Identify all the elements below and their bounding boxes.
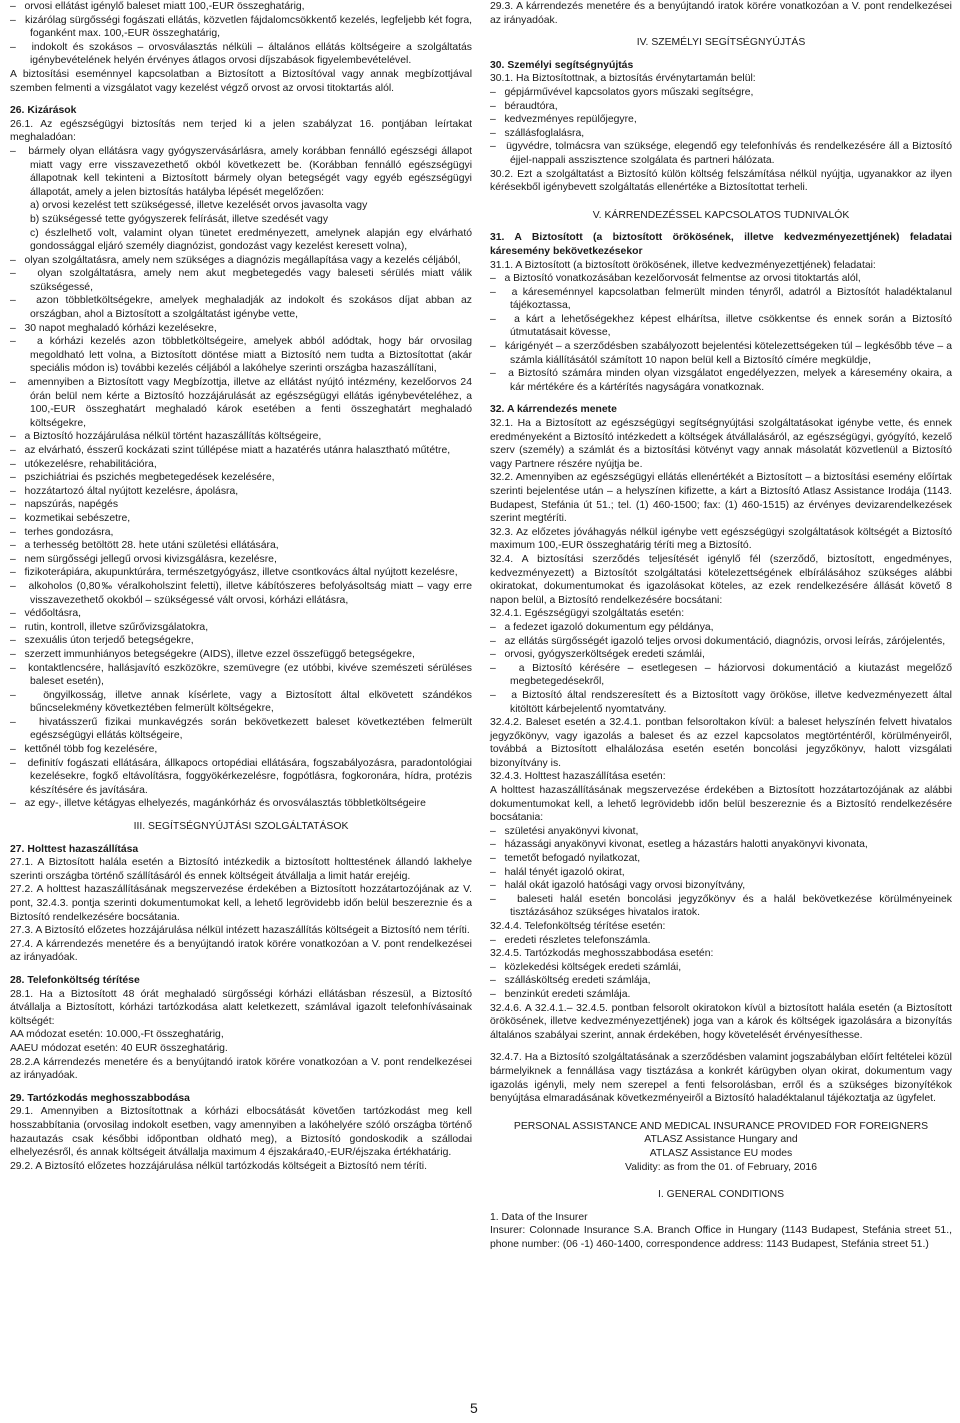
list-item: – a Biztosító által rendszeresített és a Biztosított vagy örököse, illetve kedvezményezett által kitöltött kárbejelentő nyomtatvány.	[490, 689, 952, 715]
list-item: – kontaktlencsére, hallásjavító eszközökre, szemüvegre (ez utóbbi, kivéve szemészeti sérüléses baleset esetén),	[10, 662, 472, 688]
paragraph: AA módozat esetén: 10.000,-Ft összeghatárig,	[10, 1029, 224, 1041]
paragraph: 27.3. A Biztosító előzetes hozzájárulása nélkül intézett hazaszállítás költségeit a Biztosító nem téríti.	[10, 925, 470, 937]
list-item: – közlekedési költségek eredeti számlái,	[490, 961, 682, 973]
list-item: – amennyiben a Biztosított vagy Megbízottja, illetve az ellátást nyújtó intézmény, kezelőorvos 24 órán belül nem kérte a Biztosító hozzájárulását az egészségügyi ellátás igénybevételéhez, a 100,-EUR összeghatárt meghaladó károk esetében a fenti összeghatárt meghaladó költségekre,	[10, 377, 472, 429]
list-item: – ügyvédre, tolmácsra van szüksége, elegendő egy telefonhívás és rendelkezésére áll a Biztosító éjjel-nappali asszisztence szolgálata és partneri hálózata.	[490, 141, 952, 166]
list-item: – napszúrás, napégés	[10, 499, 119, 511]
list-item: – szállásköltség eredeti számlája,	[490, 975, 651, 987]
paragraph: Insurer: Colonnade Insurance S.A. Branch Office in Hungary (1143 Budapest, Stefánia street 51., phone number: (06 -1) 460-1400, correspondence address: 1143 Budapest, Stefánia street 51.)	[490, 1225, 952, 1250]
list-item: – béraudtóra,	[490, 100, 558, 112]
paragraph: AAEU módozat esetén: 40 EUR összeghatárig.	[10, 1042, 228, 1054]
paragraph: 32.4. A biztosítási szerződés teljesítését igénylő fél (szerződő, biztosított, engedményes, kedvezményezett) a Biztosítót szolgáltatási kötelezettségének elbírálásához szükséges alábbi okiratokat, dokumentumokat és igazolásokat köteles, az ezek rendelkezésére állását követő 8 napon belül, a Biztosító rendelkezésére bocsátani:	[490, 553, 952, 606]
list-item: – születési anyakönyvi kivonat,	[490, 825, 639, 837]
english-subtitle: ATLASZ Assistance Hungary and	[644, 1134, 798, 1146]
english-subtitle: ATLASZ Assistance EU modes	[649, 1147, 793, 1159]
list-item: – orvosi, gyógyszerköltségek eredeti számlái,	[490, 649, 705, 661]
list-item: – nem sürgősségi jellegű orvosi kivizsgálásra, kezelésre,	[10, 553, 277, 565]
list-item: – olyan szolgáltatásra, amely nem szükséges a diagnózis megállapítása vagy a kezelés céljából,	[10, 254, 461, 266]
paragraph: 30.2. Ezt a szolgáltatást a Biztosító külön költség felszámítása nélkül nyújtja, ugyanakkor az ilyen kérésekből igénybevett szolgáltatás ellenértéke a Biztosítottat terheli.	[490, 168, 952, 194]
paragraph: 32.4.2. Baleset esetén a 32.4.1. pontban felsoroltakon kívül: a baleset helyszínén felvett hivatalos jegyzőkönyv, vagy igazolás a baleset és az ezzel kapcsolatos megtörténtéről, körülményeiről, továbbá a Biztosított elhalálozása esetén esetén boncolási jegyzőkönyv, halott vizsgálati bizonyítvány is.	[490, 717, 952, 769]
paragraph: 32.4.7. Ha a Biztosító szolgáltatásának a szerződésben valamint jogszabályban előírt feltételei közül bármelyiknek a fennállása vagy tisztázása a konkrét kárügyben olyan okirat, dokumentum vagy igazolás igényli, mely nem szerepel a fenti felsorolásban, erről és a szükséges bizonyítékok benyújtása elmaradásának következményeiről a Biztosító haladéktalanul tájékoztatja az ügyfelet.	[490, 1052, 952, 1105]
list-item: – kettőnél több fog kezelésére,	[10, 744, 158, 756]
section-heading: 1. Data of the Insurer	[490, 1211, 588, 1223]
list-item: – olyan szolgáltatásra, amely nem akut megbetegedés vagy baleseti sérülés miatt válik szükségessé,	[10, 268, 472, 293]
paragraph: 27.4. A kárrendezés menetére és a benyújtandó iratok körére vonatkozóan a V. pont rendelkezései az irányadóak.	[10, 938, 472, 964]
list-item: – kizárólag sürgősségi fogászati ellátás, közvetlen fájdalomcsökkentő kezelés, legfeljebb két fogra, foganként max. 100,-EUR összeghatárig,	[10, 14, 472, 40]
list-item: – hozzátartozó által nyújtott kezelésre, ápolásra,	[10, 485, 239, 497]
list-item: – eredeti részletes telefonszámla.	[490, 934, 651, 946]
list-item: – a Biztosító számára minden olyan vizsgálatot engedélyezzen, melyek a káresemény okaira, a kár mértékére és a kártérítés nagyságára vonatkoznak.	[490, 368, 952, 393]
left-column	[10, 0, 472, 1173]
paragraph: 29.3. A kárrendezés menetére és a benyújtandó iratok körére vonatkozóan a V. pont rendelkezései az irányadóak.	[490, 1, 952, 26]
list-item: – kozmetikai sebészetre,	[10, 512, 131, 524]
paragraph: 32.2. Amennyiben az egészségügyi ellátás ellenértékét a Biztosított – a biztosítási esemény előírtak szerinti bejelentése után – a helyszínen kifizette, a kárt a Biztosító Atlasz Assistance Irodája (1143. Budapest, Stefánia út 51.; tel. (1) 460-1500; fax: (1) 460-1515) az érvényes devizarendelkezések szerint megtéríti.	[490, 472, 952, 525]
list-item: – orvosi ellátást igénylő baleset miatt 100,-EUR összeghatárig,	[10, 1, 305, 12]
list-item: – baleseti halál esetén boncolási jegyzőkönyv és a halál bekövetkezése körülményeinek tisztázásához szükséges hivatalos iratok.	[490, 893, 952, 919]
paragraph: 32.4.4. Telefonköltség térítése esetén:	[490, 921, 666, 932]
list-item: – szállásfoglalásra,	[490, 127, 585, 139]
paragraph: 32.4.5. Tartózkodás meghosszabbodása esetén:	[490, 948, 714, 960]
right-column	[490, 0, 952, 1251]
list-item: – házassági anyakönyvi kivonat, esetleg a házastárs halotti anyakönyvi kivonata,	[490, 839, 868, 851]
list-item: – védőoltásra,	[10, 608, 82, 620]
list-subitem: c) észlelhető volt, valamint olyan tünetet eredményezett, amelynek alapján egy elvárható gondossággal eljáró személy diagnózist, gondozást vagy kezelést keresett volna),	[30, 227, 472, 253]
section-heading: 27. Holttest hazaszállítása	[10, 843, 139, 855]
paragraph: 26.1. Az egészségügyi biztosítás nem terjed ki a jelen szabályzat 16. pontjában leírtakat meghaladóan:	[10, 118, 472, 144]
list-item: – az elvárható, ésszerű kockázati szint túllépése miatt a hazatérés utánra halasztható műtétre,	[10, 445, 451, 456]
list-item: – a Biztosító kérésére – esetlegesen – háziorvosi dokumentáció a kiutazást megelőző megbetegedésekről,	[490, 662, 952, 688]
list-item: – bármely olyan ellátásra vagy gyógyszervásárlásra, amely korábban fennálló egészségi állapot miatt vagy erre visszavezethető okból következett be. (Korábban fennálló egészségügyi állapotnak kell tekinteni a Biztosított bármely olyan betegségét vagy egyéb egészségügyi állapotát, amely a jelen biztosítás hatályba lépését megelőzően:	[10, 145, 472, 198]
paragraph: 30.1. Ha Biztosítottnak, a biztosítás érvénytartamán belül:	[490, 73, 756, 85]
paragraph: 32.3. Az előzetes jóváhagyás nélkül igénybe vett egészségügyi szolgáltatások költségét a Biztosító maximum 100,-EUR összeghatárig téríti meg a Biztosító.	[490, 526, 952, 552]
page-number: 5	[470, 1400, 478, 1416]
paragraph: 28.2.A kárrendezés menetére és a benyújtandó iratok körére vonatkozóan a V. pont rendelkezései az irányadóak.	[10, 1056, 472, 1082]
list-item: – a kárt a lehetőségekhez képest elhárítsa, illetve csökkentse és ennek során a Biztosító útmutatásait kövesse,	[490, 313, 952, 339]
paragraph: A biztosítási eseménnyel kapcsolatban a Biztosított a Biztosítóval vagy annak megbízottjával szemben felmenti a vizsgálatot vagy kezelést végző orvost az orvosi titoktartás alól.	[10, 68, 472, 94]
section-heading: 26. Kizárások	[10, 105, 77, 117]
list-item: – rutin, kontroll, illetve szűrővizsgálatokra,	[10, 621, 209, 633]
list-item: – gépjárművével kapcsolatos gyors műszaki segítségre,	[490, 86, 754, 98]
section-heading: 32. A kárrendezés menete	[490, 404, 617, 416]
list-item: – a Biztosító vonatkozásában kezelőorvosát felmentse az orvosi titoktartás alól,	[490, 273, 861, 285]
list-item: – a fedezet igazoló dokumentum egy példánya,	[490, 621, 714, 633]
list-item: – öngyilkosság, illetve annak kísérlete, vagy a Biztosított által elkövetett szándékos bűncselekmény következtében felmerült költségekre,	[10, 689, 472, 715]
list-item: – a Biztosító hozzájárulása nélkül történt hazaszállítás költségeire,	[10, 431, 322, 443]
list-item: – halál tényét igazoló okirat,	[490, 866, 625, 878]
section-title: III. SEGÍTSÉGNYÚJTÁSI SZOLGÁLTATÁSOK	[133, 821, 349, 833]
list-item: – alkoholos (0,80‰ véralkoholszint feletti), illetve kábítószeres befolyásoltság miatt – vagy erre visszavezethető okokból – szükségessé vált orvosi, kórházi ellátásra,	[10, 580, 472, 606]
list-item: – az egy-, illetve kétágyas elhelyezés, magánkórház és orvosválasztás többletköltségeire	[10, 798, 426, 810]
list-subitem: b) szükségessé tette gyógyszerek felírását, illetve szedését vagy	[30, 213, 329, 225]
list-item: – azon többletköltségekre, amelyek meghaladják az indokolt és szokásos díjat abban az országban, ahol a Biztosított a szolgáltatást igénybe vette,	[10, 295, 472, 321]
validity-line: Validity: as from the 01. of February, 2016	[625, 1161, 817, 1173]
list-item: – szerzett immunhiányos betegségekre (AIDS), illetve ezzel összefüggő betegségekre,	[10, 648, 415, 660]
paragraph: 32.1. Ha a Biztosított az egészségügyi segítségnyújtási szolgáltatásokat igénybe vette, és ennek eredményeként a Biztosító intézkedett a költségek átvállalásáról, az egészségügyi, gyógyító, kezelő szerv (személy) a számlát és a biztosítási kötvényt vagy annak másolatát közvetlenül a Biztosító vagy Partnere részére nyújtja be.	[490, 418, 952, 470]
list-item: – 30 napot meghaladó kórházi kezelésekre,	[10, 322, 217, 334]
list-item: – kedvezményes repülőjegyre,	[490, 114, 637, 126]
list-item: – az ellátás sürgősségét igazoló teljes orvosi dokumentáció, diagnózis, orvosi leírás, zárójelentés,	[490, 635, 946, 647]
paragraph: 27.1. A Biztosított halála esetén a Biztosító intézkedik a biztosított holttestének állandó lakhelye szerinti országba történő szállításáról és ennek költségeit átvállalja a limit határ erejéig.	[10, 857, 472, 882]
list-item: – halál okát igazoló hatósági vagy orvosi bizonyítvány,	[490, 880, 746, 892]
paragraph: 32.4.3. Holttest hazaszállítása esetén:	[490, 771, 666, 783]
section-heading: 30. Személyi segítségnyújtás	[490, 59, 634, 71]
list-item: – kárigényét – a szerződésben szabályozott bejelentési kötelezettségeken túl – legkésőbb téve – a számla kiállításától számított 10 napon belül kell a Biztosító címére megküldje,	[490, 341, 952, 366]
section-heading: 28. Telefonköltség térítése	[10, 974, 140, 986]
section-heading: 29. Tartózkodás meghosszabbodása	[10, 1092, 190, 1104]
paragraph: 27.2. A holttest hazaszállításának megszervezése érdekében a Biztosított hozzátartozójának az V. pont, 32.4.3. pontja szerinti dokumentumokat kell, a lehető legrövidebb időn belül beszereznie és a Biztosító rendelkezésére bocsátania.	[10, 884, 472, 923]
paragraph: 31.1. A Biztosított (a biztosított örökösének, illetve kedvezményezettjének) feladatai:	[490, 259, 876, 271]
section-title: I. GENERAL CONDITIONS	[657, 1189, 785, 1201]
list-item: – pszichiátriai és pszichés megbetegedések kezelésére,	[10, 472, 275, 484]
list-item: – a káreseménnyel kapcsolatban felmerült minden tényről, adatról a Biztosítót haladéktalanul tájékoztassa,	[490, 286, 952, 312]
list-item: – indokolt és szokásos – orvosválasztás nélküli – általános ellátás költségeire a szolgáltatás igénybevételének helyén érvényes átlagos orvosi díjszabások figyelembevételével.	[10, 41, 472, 67]
paragraph: 29.1. Amennyiben a Biztosítottnak a kórházi elbocsátását követően tartózkodást meg kell hosszabbítania (orvosilag indokolt esetben, vagy amennyiben a lakóhelyére szóló országba történő hazautazás csak későbbi időpontban oldható meg), a Biztosító gondoskodik a szállodai elhelyezésről, és annak költségeit átvállalja maximum 4 éjszakára40,-EUR/éjszaka értékhatárig.	[10, 1106, 472, 1159]
paragraph: A holttest hazaszállításának megszervezése érdekében a Biztosított hozzátartozójának az alábbi dokumentumokat kell, a lehető legrövidebb időn belül beszereznie és a Biztosító rendelkezésére bocsátania:	[490, 785, 952, 824]
list-item: – a kórházi kezelés azon többletköltségeire, amelyek abból adódtak, hogy bár orvosilag megoldható lett volna, a Biztosított döntése miatt a Biztosító nem tudta a Biztosítottat (akár speciális módon is) további kezelés céljából a lakóhelye szerinti országba hazaszállítani,	[10, 336, 472, 375]
english-title: PERSONAL ASSISTANCE AND MEDICAL INSURANCE PROVIDED FOR FOREIGNERS	[513, 1120, 929, 1132]
paragraph: 32.4.1. Egészségügyi szolgáltatás esetén:	[490, 608, 685, 620]
section-title: IV. SZEMÉLYI SEGÍTSÉGNYÚJTÁS	[636, 37, 806, 49]
list-item: – a terhesség betöltött 28. hete utáni születési ellátására,	[10, 540, 279, 552]
list-item: – terhes gondozásra,	[10, 526, 114, 538]
paragraph: 28.1. Ha a Biztosított 48 órát meghaladó sürgősségi kórházi ellátásban részesül, a Biztosító átvállalja a Biztosított, kórházi tartózkodása alatt keletkezett, számlával igazolt telefonhívásainak költségét:	[10, 988, 472, 1027]
list-item: – definitív fogászati ellátására, állkapocs ortopédiai ellátására, fogszabályozásra, paradontológiai kezelésekre, fogkő eltávolításra, foggyökérkezelésre, fogpótlásra, fogkoronára, hídra, protézis készítésére és javítására.	[10, 757, 472, 796]
paragraph: 32.4.6. A 32.4.1.– 32.4.5. pontban felsorolt okiratokon kívül a biztosított halála esetén (a Biztosított örökösének, illetve kedvezményezettjének) joga van a károk és költségek igazolására a bizonyítás általános szabályai szerint, annak érdekében, hogy követelését érvényesíthesse.	[490, 1002, 952, 1041]
section-title: V. KÁRRENDEZÉSSEL KAPCSOLATOS TUDNIVALÓK	[592, 209, 850, 221]
list-item: – hivatásszerű fizikai munkavégzés során bekövetkezett baleset következtében felmerült egészségügyi ellátás költségeire,	[10, 716, 472, 742]
paragraph: 29.2. A Biztosító előzetes hozzájárulása nélkül tartózkodás költségeit a Biztosító nem téríti.	[10, 1160, 428, 1172]
list-item: – utókezelésre, rehabilitációra,	[10, 458, 157, 470]
list-subitem: a) orvosi kezelést tett szükségessé, illetve kezelését orvos javasolta vagy	[30, 200, 368, 212]
list-item: – szexuális úton terjedő betegségekre,	[10, 635, 194, 647]
list-item: – temetőt befogadó nyilatkozat,	[490, 853, 641, 865]
list-item: – fizikoterápiára, akupunktúrára, természetgyógyász, illetve csontkovács által nyújtott kezelésre,	[10, 567, 458, 579]
list-item: – benzinkút eredeti számlája.	[490, 988, 631, 1000]
section-heading: 31. A Biztosított (a biztosított örökösének, illetve kedvezményezettjének) feladatai káresemény bekövetkezésekor	[490, 232, 952, 257]
